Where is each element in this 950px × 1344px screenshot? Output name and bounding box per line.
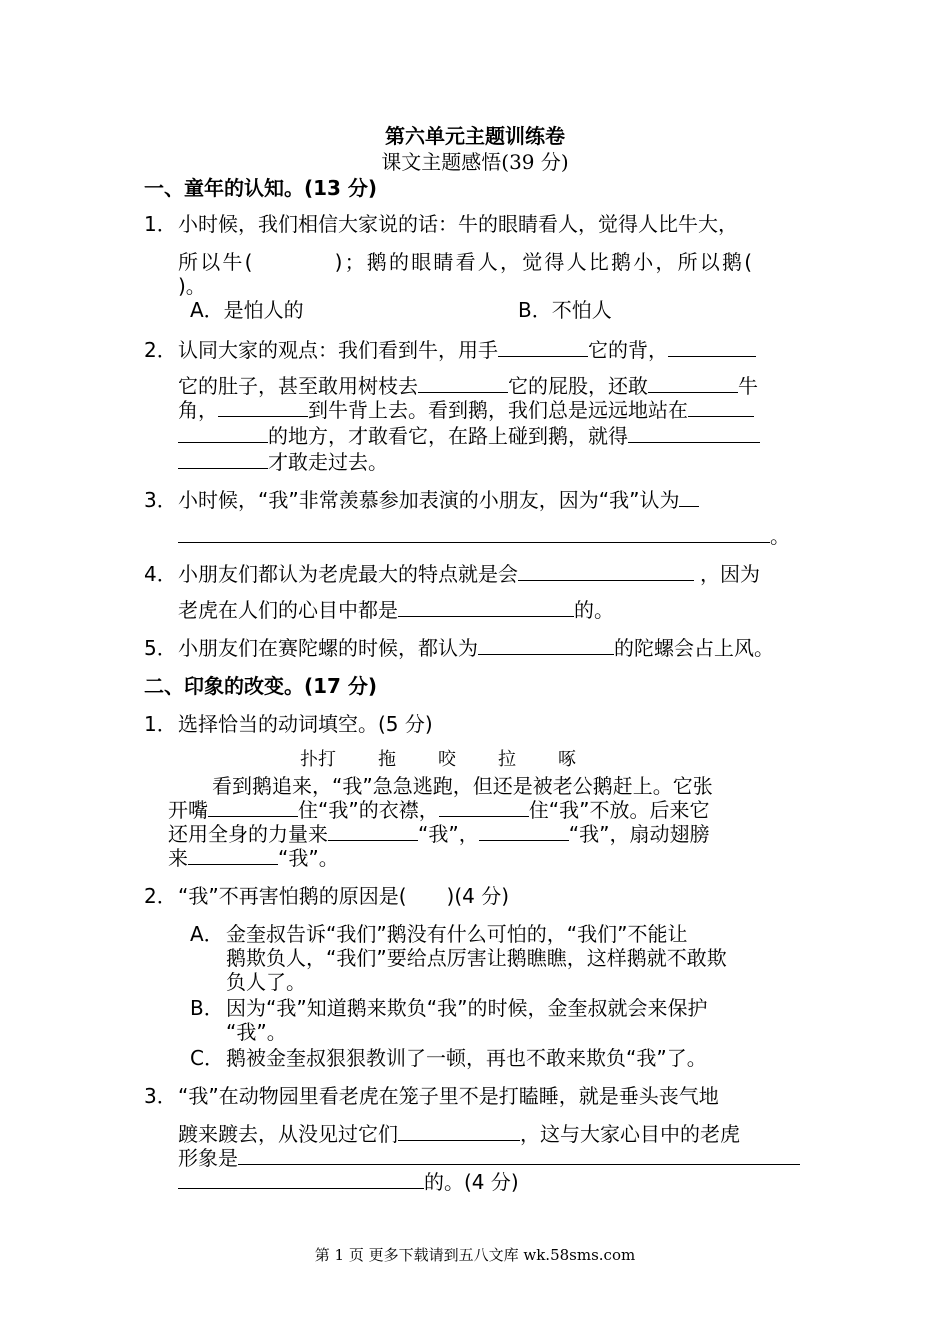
- q4-number: 4．: [144, 562, 177, 586]
- s2-q2-option-a-line1[interactable]: 金奎叔告诉“我们”鹅没有什么可怕的，“我们”不能让: [226, 922, 688, 946]
- section-2-heading: 二、印象的改变。(17 分): [144, 674, 378, 698]
- passage-blank-1[interactable]: [208, 798, 298, 817]
- q2-text: 认同大家的观点：我们看到牛，用手: [178, 338, 498, 362]
- q2-number: 2．: [144, 338, 177, 362]
- s2-q3-number: 3．: [144, 1084, 177, 1108]
- q3-text: 。: [770, 524, 790, 548]
- s2-q2-option-b-line1[interactable]: 因为“我”知道鹅来欺负“我”的时候，金奎叔就会来保护: [226, 996, 708, 1020]
- passage-text: 来: [168, 846, 188, 870]
- page-subtitle: 课文主题感悟(39 分): [381, 150, 569, 174]
- s2-q2-option-c-line1[interactable]: 鹅被金奎叔狠狠教训了一顿，再也不敢来欺负“我”了。: [226, 1046, 707, 1070]
- passage-text: “我”，扇动翅膀: [568, 822, 710, 846]
- q2-blank-1[interactable]: [498, 338, 588, 357]
- section-1-heading: 一、童年的认知。(13 分): [144, 176, 378, 200]
- q5-text: 的陀螺会占上风。: [614, 636, 774, 660]
- q4-blank-2[interactable]: [398, 598, 574, 617]
- passage-line2: [168, 798, 709, 822]
- s2-q2-number: 2．: [144, 884, 177, 908]
- q4-text: ，因为: [700, 562, 760, 586]
- s2-q2-option-b-line2[interactable]: “我”。: [226, 1020, 287, 1044]
- passage-blank-2[interactable]: [439, 798, 529, 817]
- s2-q1-stem: 选择恰当的动词填空。(5 分): [178, 712, 433, 736]
- s2-q3-blank-2[interactable]: [238, 1146, 800, 1165]
- q2-line3: [178, 398, 754, 422]
- q1-line2-a: 所以牛(: [178, 250, 255, 274]
- q2-blank-5[interactable]: [218, 398, 308, 417]
- s2-q3-line4: [178, 1170, 519, 1194]
- q1-option-a[interactable]: A．是怕人的: [190, 298, 304, 322]
- s2-q2-option-b-label[interactable]: B．: [190, 996, 224, 1020]
- passage-text: “我”。: [278, 846, 339, 870]
- page-footer: 第 1 页 更多下载请到五八文库 wk.58sms.com: [314, 1246, 636, 1264]
- q3-line2: [178, 524, 790, 548]
- q4-blank-1[interactable]: [518, 562, 694, 581]
- page-title: 第六单元主题训练卷: [385, 124, 565, 148]
- q2-text: 的地方，才敢看它，在路上碰到鹅，就得: [268, 424, 628, 448]
- s2-q3-blank-1[interactable]: [398, 1122, 520, 1141]
- q2-blank-6b[interactable]: [178, 424, 268, 443]
- s2-q3-line2: [178, 1122, 740, 1146]
- q5-blank-1[interactable]: [478, 636, 614, 655]
- q2-text: 它的屁股，还敢: [508, 374, 648, 398]
- q2-line4: [178, 424, 760, 448]
- q1-line3: )。: [178, 274, 206, 298]
- s2-q1-number: 1．: [144, 712, 177, 736]
- q2-blank-4[interactable]: [648, 374, 738, 393]
- q2-text: 它的肚子，甚至敢用树枝去: [178, 374, 418, 398]
- passage-line1: 看到鹅追来，“我”急急逃跑，但还是被老公鹅赶上。它张: [212, 774, 713, 798]
- q2-blank-6[interactable]: [688, 398, 754, 417]
- q1-line2-b: )；鹅的眼睛看人，觉得人比鹅小，所以鹅(: [334, 250, 755, 274]
- s2-q2-option-a-line2[interactable]: 鹅欺负人，“我们”要给点厉害让鹅瞧瞧，这样鹅就不敢欺: [226, 946, 727, 970]
- q3-line1: [178, 488, 699, 512]
- s2-q2-option-a-line3[interactable]: 负人了。: [226, 970, 306, 994]
- q2-line2: [178, 374, 758, 398]
- q5-text: 小朋友们在赛陀螺的时候，都认为: [178, 636, 478, 660]
- q1-option-b[interactable]: B．不怕人: [518, 298, 612, 322]
- s2-q3-text: 的。(4 分): [424, 1170, 519, 1194]
- passage-blank-3[interactable]: [328, 822, 418, 841]
- q3-blank-2[interactable]: [178, 524, 770, 543]
- s2-q3-text: 形象是: [178, 1146, 238, 1170]
- q2-text: 角，: [178, 398, 218, 422]
- word-bank: [300, 748, 618, 772]
- q5-number: 5．: [144, 636, 177, 660]
- passage-blank-4[interactable]: [479, 822, 569, 841]
- q3-blank-1[interactable]: [679, 488, 699, 507]
- passage-text: 还用全身的力量来: [168, 822, 328, 846]
- word-bank-item: 拖: [378, 749, 396, 770]
- q4-line2: [178, 598, 614, 622]
- passage-line4: [168, 846, 339, 870]
- q4-text: 小朋友们都认为老虎最大的特点就是会: [178, 562, 518, 586]
- s2-q3-line1: “我”在动物园里看老虎在笼子里不是打瞌睡，就是垂头丧气地: [178, 1084, 719, 1108]
- q2-line1: [178, 338, 756, 362]
- q2-text: 它的背，: [588, 338, 668, 362]
- q2-line5: [178, 450, 388, 474]
- s2-q3-line3: [178, 1146, 800, 1170]
- s2-q2-option-a-label[interactable]: A．: [190, 922, 224, 946]
- q1-line2: [178, 250, 754, 274]
- q2-blank-2[interactable]: [668, 338, 756, 357]
- passage-text: 开嘴: [168, 798, 208, 822]
- word-bank-item: 扑打: [300, 749, 336, 770]
- q2-blank-7[interactable]: [628, 424, 760, 443]
- passage-text: 住“我”不放。后来它: [528, 798, 710, 822]
- s2-q2-stem: “我”不再害怕鹅的原因是( )(4 分): [178, 884, 510, 908]
- q2-blank-7b[interactable]: [178, 450, 268, 469]
- passage-text: 住“我”的衣襟，: [298, 798, 439, 822]
- passage-text: “我”，: [418, 822, 479, 846]
- q4-line1: [178, 562, 760, 586]
- s2-q3-text: 踱来踱去，从没见过它们: [178, 1122, 398, 1146]
- q3-text: 小时候，“我”非常羡慕参加表演的小朋友，因为“我”认为: [178, 488, 680, 512]
- word-bank-item: 拉: [498, 749, 516, 770]
- q1-number: 1．: [144, 212, 177, 236]
- word-bank-item: 咬: [438, 749, 456, 770]
- q4-text: 老虎在人们的心目中都是: [178, 598, 398, 622]
- q2-text: 才敢走过去。: [268, 450, 388, 474]
- passage-line3: [168, 822, 709, 846]
- q3-number: 3．: [144, 488, 177, 512]
- word-bank-item: 啄: [558, 749, 576, 770]
- q4-text: 的。: [574, 598, 614, 622]
- q1-line1: 小时候，我们相信大家说的话：牛的眼睛看人，觉得人比牛大，: [178, 212, 738, 236]
- q2-text: 到牛背上去。看到鹅，我们总是远远地站在: [308, 398, 688, 422]
- s2-q2-option-c-label[interactable]: C．: [190, 1046, 224, 1070]
- q2-blank-3[interactable]: [418, 374, 508, 393]
- s2-q3-blank-3[interactable]: [178, 1170, 424, 1189]
- passage-blank-5[interactable]: [188, 846, 278, 865]
- q2-text: 牛: [738, 374, 758, 398]
- s2-q3-text: ，这与大家心目中的老虎: [520, 1122, 740, 1146]
- q5-line1: [178, 636, 774, 660]
